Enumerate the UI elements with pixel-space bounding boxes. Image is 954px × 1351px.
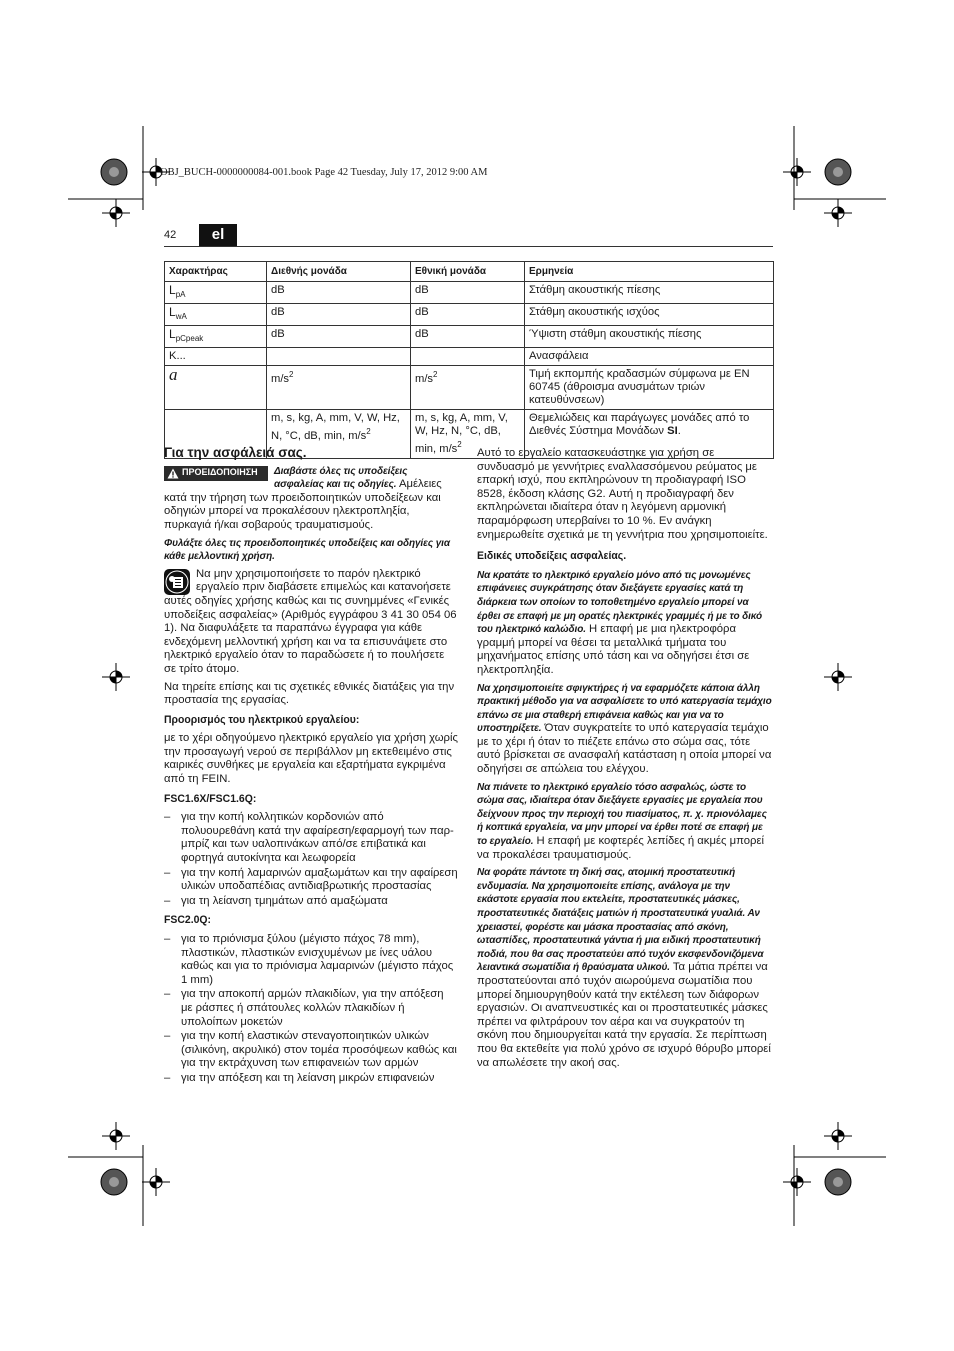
table-header-cell: Ερμηνεία — [525, 262, 774, 282]
list-item: – για την αποκοπή αρμών πλακιδίων, για την απόξεση με ράσπες ή σπάτουλες κολλών πλακιδίων ή υπολοίπων μοκετών — [164, 988, 444, 1028]
units-table — [164, 261, 774, 459]
table-header-cell: Χαρακτήρας — [165, 262, 267, 282]
symbol-cell: $L_{wA}$ — [165, 304, 267, 326]
intl-unit-cell: $m/s^2$ — [267, 366, 411, 410]
header-rule — [164, 246, 773, 247]
natl-unit-cell: m, s, kg, A, mm, V, W, Hz, N, °C, dB, min, $m/s^2$ — [411, 410, 525, 459]
table-row — [165, 366, 774, 410]
safety-paragraph: Να πιάνετε το ηλεκτρικό εργαλείο τόσο ασφαλώς, ώστε το σώμα σας, ιδιαίτερα όταν διεξάγετε εργασίες με εργαλεία που δείχνουν προς την περιοχή του πιασίματος, π. χ. πριονόλαμες ή κοπτικά εργαλεία, να μην μπορεί να έρθει ποτέ σε επαφή με το εργαλείο. Η επαφή με κοφτερές λεπίδες ή ακμές μπορεί να προκαλέσει τραυματισμούς. — [477, 781, 767, 861]
table-header-cell: Διεθνής μονάδα — [267, 262, 411, 282]
keep-instructions: Φυλάξτε όλες τις προειδοποιητικές υποδείξεις και οδηγίες για κάθε μελλοντική χρήση. — [164, 537, 450, 563]
list-item: – για το πριόνισμα ξύλου (μέγιστο πάχος 78 mm), πλαστικών, πλαστικών ενισχυμένων με ίνες υάλου καθώς και για το πριόνισμα λαμαρινών (μέγιστο πάχος 1 mm) — [164, 933, 454, 986]
national-rules: Να τηρείτε επίσης και τις σχετικές εθνικές διατάξεις για την προστασία της εργασίας. — [164, 680, 455, 707]
symbol-cell: K... — [165, 348, 267, 366]
page-number: 42 — [164, 229, 177, 241]
natl-unit-cell: dB — [411, 304, 525, 326]
fsc16-heading: FSC1.6X/FSC1.6Q: — [164, 792, 257, 805]
intl-unit-cell: m, s, kg, A, mm, V, W, Hz, N, °C, dB, min, $m/s^2$ — [267, 410, 411, 459]
natl-unit-cell: dB — [411, 326, 525, 348]
section-title: Για την ασφάλειά σας. — [164, 445, 307, 460]
list-item: – για την κοπή λαμαρινών αμαξωμάτων και την αφαίρεση υλικών υποδαπέδιας αντιδιαβρωτικής προστασίας — [164, 866, 458, 893]
safety-paragraph: Να φοράτε πάντοτε τη δική σας, ατομική προστατευτική ενδυμασία. Να χρησιμοποιείτε επίσης, ανάλογα με την εκάστοτε εργασία που εκτελείτε, προστατευτικές μάσκες, προστατευτικές διατάξεις ματιών ή προστατευτικά γυαλιά. Αν χρειαστεί, φορέστε και μάσκα προστασίας από σκόνη, ωτασπίδες, προστατευτικά γάντια ή μια ειδική προστατευτική ποδιά, που θα σας προστατεύει από τυχόν εκσφενδονιζόμενα λειαντικά σωματίδια ή θραύσματα υλικού. Τα μάτια πρέπει να προστατεύονται από τυχόν αιωρούμενα σωματίδια που μπορεί δημιουργηθούν κατά την εκτέλεση των διάφορων εργασιών. Οι αναπνευστικές και οι προστατευτικές μάσκες πρέπει να φιλτράρουν τον αέρα και να συγκρατούν τη σκόνη που δημιουργείται κατά την εργασία. Σε περίπτωση που θα εκτεθείτε για πολύ χρόνο σε ισχυρό θόρυβο μπορεί να απωλέσετε την ακοή σας. — [477, 867, 771, 1069]
warning-label: ΠΡΟΕΙΔΟΠΟΙΗΣΗ — [182, 467, 258, 478]
list-item: – για την κοπή ελαστικών στεναγοποιητικών υλικών (σιλικόνη, ακρυλικό) στον τομέα προσόψεων καθώς και για την εκτράχυνση των επιφανειών των αρμών — [164, 1030, 457, 1070]
generator-paragraph: Αυτό το εργαλείο κατασκευάστηκε για χρήση σε συνδυασμό με γεννήτριες εναλλασσόμενου ρεύματος με επαρκή ισχύ, που εκπληρώνουν τη προδιαγραφή ISO 8528, έκδοση κλάσης G2. Αυτή η προδιαγραφή δεν εκπληρώνεται ιδιαίτερα όταν η λεγόμενη αρμονική παραμόρφωση υπερβαίνει το 10 %. Εν ανάγκη ενημερωθείτε σχετικά με τη γεννήτρια που χρησιμοποιείτε. — [477, 447, 768, 541]
meaning-cell: Ανασφάλεια — [525, 348, 774, 366]
table-row — [165, 304, 774, 326]
warning-triangle-icon — [167, 468, 179, 479]
list-item: – για την κοπή κολλητικών κορδονιών από πολυουρεθάνη κατά την αφαίρεση/εφαρμογή των παρ-μπρίζ και των υαλοπινάκων από/σε επιβατικά και φορτηγά αυτοκίνητα και λεωφορεία — [164, 811, 454, 865]
meaning-cell: Ύψιστη στάθμη ακουστικής πίεσης — [525, 326, 774, 348]
table-header-cell: Εθνική μονάδα — [411, 262, 525, 282]
language-badge: el — [199, 224, 237, 246]
meaning-cell: Θεμελιώδεις και παράγωγες μονάδες από το Διεθνές Σύστημα Μονάδων SI. — [525, 410, 774, 459]
natl-unit-cell: $m/s^2$ — [411, 366, 525, 410]
table-row — [165, 348, 774, 366]
warning-badge — [164, 466, 268, 481]
intl-unit-cell: dB — [267, 304, 411, 326]
fsc20-heading: FSC2.0Q: — [164, 914, 212, 927]
warning-paragraph: ΠΡΟΕΙΔΟΠΟΙΗΣΗ Διαβάστε όλες τις υποδείξεις ασφαλείας και τις οδηγίες. Αμέλειες κατά την τήρηση των προειδοποιητικών υποδείξεων και οδηγιών μπορεί να προκαλέσουν ηλεκτροπληξία, πυρκαγιά ή/και σοβαρούς τραυματισμούς. — [164, 465, 442, 531]
right-column — [477, 447, 773, 1074]
safety-paragraph: Να κρατάτε το ηλεκτρικό εργαλείο μόνο από τις μονωμένες επιφάνειες συγκράτησης όταν διεξάγετε εργασίες κατά τη διάρκεια των οποίων το τοποθετημένο εργαλείο μπορεί να έρθει σε επαφή με μη ορατές ηλεκτρικές γραμμές ή με το δικό του ηλεκτρικό καλώδιο. Η επαφή με μια ηλεκτροφόρα γραμμή μπορεί να θέσει τα μεταλλικά τμήματα του μηχανήματος επίσης υπό τάση και να οδηγήσει έτσι σε ηλεκτροπληξία. — [477, 569, 762, 676]
purpose-text: με το χέρι οδηγούμενο ηλεκτρικό εργαλείο για χρήση χωρίς την προσαγωγή νερού σε περιβάλλον μη εκτεθειμένο στις καιρικές συνθήκες με εργαλεία και εξαρτήματα εγκριμένα από τη FEIN. — [164, 732, 458, 786]
list-item: – για τη λείανση τμημάτων από αμαξώματα — [164, 894, 388, 907]
list-item: – για την απόξεση και τη λείανση μικρών επιφανειών — [164, 1071, 435, 1084]
meaning-cell: Στάθμη ακουστικής πίεσης — [525, 282, 774, 304]
meaning-cell: Στάθμη ακουστικής ισχύος — [525, 304, 774, 326]
table-header-row — [165, 262, 774, 282]
intl-unit-cell — [267, 348, 411, 366]
read-manual-icon — [164, 569, 190, 595]
symbol-cell: $L_{pA}$ — [165, 282, 267, 304]
purpose-heading: Προορισμός του ηλεκτρικού εργαλείου: — [164, 713, 360, 726]
symbol-cell: a — [165, 366, 267, 410]
intl-unit-cell: dB — [267, 326, 411, 348]
table-row — [165, 326, 774, 348]
symbol-cell: $L_{pCpeak}$ — [165, 326, 267, 348]
special-safety-heading: Ειδικές υποδείξεις ασφαλείας. — [477, 550, 627, 563]
intl-unit-cell: dB — [267, 282, 411, 304]
left-column — [164, 446, 458, 1087]
manual-paragraph: Να μην χρησιμοποιήσετε το παρόν ηλεκτρικό εργαλείο πριν διαβάσετε επιμελώς και κατανοήσετε αυτές οδηγίες χρήσης καθώς και τις συνημμένες «Γενικές υποδείξεις ασφαλείας» (Αριθμός εγγράφου 3 41 30 054 06 1). Να διαφυλάξετε τα παραπάνω έγγραφα για κάθε ενδεχόμενη μελλοντική χρήση και να τα επισυνάψετε στο ηλεκτρικό εργαλείο όταν το παραδώσετε ή το πουλήσετε σε τρίτο άτομο. — [164, 567, 457, 675]
meaning-cell: Τιμή εκπομπής κραδασμών σύμφωνα με EN 60745 (άθροισμα ανυσμάτων τριών κατευθύνσεων) — [525, 366, 774, 410]
print-slug: OBJ_BUCH-0000000084-001.book Page 42 Tuesday, July 17, 2012 9:00 AM — [160, 167, 488, 178]
natl-unit-cell: dB — [411, 282, 525, 304]
table-row — [165, 282, 774, 304]
natl-unit-cell — [411, 348, 525, 366]
safety-paragraph: Να χρησιμοποιείτε σφιγκτήρες ή να εφαρμόζετε κάποια άλλη πρακτική μέθοδο για να ασφαλίσετε το υπό κατεργασία τεμάχιο επάνω σε μια σταθερή επιφάνεια καθώς και για να το υποστηρίξετε. Όταν συγκρατείτε το υπό κατεργασία τεμάχιο με το χέρι ή όταν το πιέζετε επάνω στο σώμα σας, τότε αυτό βρίσκεται σε ανασφαλή κατάσταση η οποία μπορεί να οδηγήσει σε απώλεια του ελέγχου. — [477, 682, 772, 776]
